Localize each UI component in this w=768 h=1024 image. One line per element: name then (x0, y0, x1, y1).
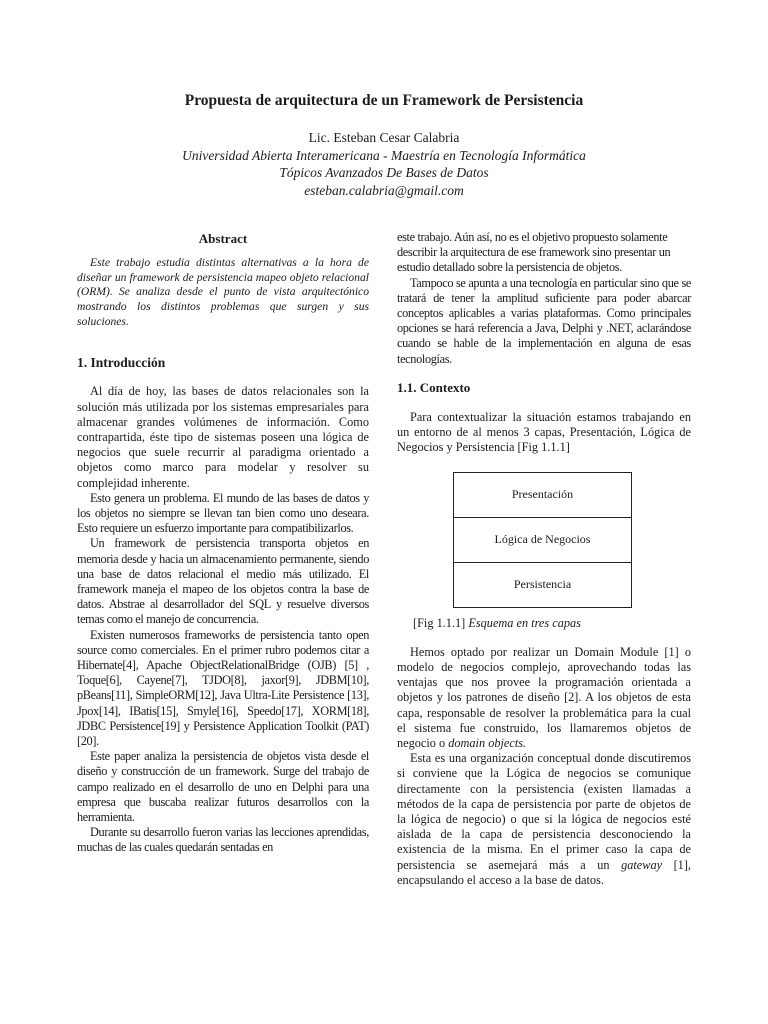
paragraph-text: [1], encapsulando el acceso a la base de datos. (397, 857, 691, 887)
author-block (0, 129, 768, 199)
author-name: Lic. Esteban Cesar Calabria (308, 130, 460, 145)
three-layer-diagram (453, 472, 632, 608)
intro-paragraph: Al día de hoy, las bases de datos relacionales son la solución más utilizada por los sistemas empresariales para almacenar grandes volúmenes de información. Como contrapartida, éste tipo de sistemas poseen una lógica de negocios que suele recurrir al paradigma orientado a objetos como marco para modelar y resolver su complejidad inherente. (77, 384, 369, 490)
domain-objects-term: domain objects. (448, 736, 527, 751)
caption-text: Esquema en tres capas (468, 615, 581, 630)
body-paragraph: este trabajo. Aún así, no es el objetivo propuesto solamente describir la arquitectura de ese framework sino presentar un estudio detallado sobre la persistencia de objetos. (397, 230, 671, 275)
layer-persistencia: Persistencia (454, 562, 631, 607)
paper-title: Propuesta de arquitectura de un Framework de Persistencia (184, 92, 584, 109)
left-column (77, 229, 369, 856)
intro-paragraph: Esto genera un problema. El mundo de las bases de datos y los objetos no siempre se llevan tan bien como uno deseara. Esto requiere un esfuerzo importante para compatibilizarlos. (77, 490, 369, 536)
abstract-text: Este trabajo estudia distintas alternativas a la hora de diseñar un framework de persistencia mapeo objeto relacional (ORM). Se analiza desde el punto de vista arquitectónico mostrando los distintos problemas que surgen y sus soluciones. (77, 256, 369, 328)
intro-paragraph: Existen numerosos frameworks de persistencia tanto open source como comerciales. En el primer rubro podemos citar a Hibernate[4], Apache ObjectRelationalBridge (OJB) [5] , Toque[6], Cayene[7], TJDO[8], jaxor[9], JDBM[10], pBeans[11], SimpleORM[12], Java Ultra-Lite Persistence [13], Jpox[14], IBatis[15], Smyle[16], Speedo[17], XORM[18], JDBC Persistence[19] y Persistence Application Toolkit (PAT) [20]. (77, 627, 369, 749)
body-paragraph (397, 751, 691, 888)
intro-paragraph: Este paper analiza la persistencia de objetos vista desde el diseño y construcción de un framework. Surge del trabajo de campo realizado en el desarrollo de uno en Delphi para una empresa que buscaba realizar futuros desarrollos con la herramienta. (77, 749, 369, 825)
course-name: Tópicos Avanzados De Bases de Datos (279, 165, 489, 180)
body-paragraph (397, 645, 691, 751)
paragraph-text: Hemos optado por realizar un Domain Module [1] o modelo de negocios complejo, aprovechando todas las ventajas que nos provee la programación orientada a objetos y los patrones de diseño [2]. A los objetos de esta capa, responsable de resolver la problemática para la cual el sistema fue construido, los llamaremos objetos de negocio o (397, 644, 691, 751)
author-email: esteban.calabria@gmail.com (304, 182, 464, 198)
layer-logica-negocios: Lógica de Negocios (454, 517, 631, 562)
body-paragraph: Para contextualizar la situación estamos trabajando en un entorno de al menos 3 capas, Presentación, Lógica de Negocios y Persistencia [Fig 1.1.1] (397, 410, 691, 455)
figure-caption (413, 616, 691, 631)
layer-presentacion: Presentación (511, 487, 574, 502)
caption-ref: [Fig 1.1.1] (413, 615, 466, 630)
gateway-term: gateway (621, 857, 663, 872)
section-heading-contexto: 1.1. Contexto (397, 379, 471, 395)
right-column (397, 230, 691, 888)
section-heading-introduccion: 1. Introducción (77, 355, 166, 371)
paragraph-text: Esta es una organización conceptual donde discutiremos si conviene que la Lógica de negocios se comunique directamente con la persistencia (existen llamadas a métodos de la capa de persistencia por parte de objetos de la lógica de negocio) o que si la lógica de negocios esté aislada de la capa de persistencia desconociendo la existencia de la misma. En el primer caso la capa de persistencia se asemejará más a un (397, 751, 691, 872)
body-paragraph: Tampoco se apunta a una tecnología en particular sino que se tratará de tener la amplitud suficiente para poder abarcar conceptos aplicables a varias plataformas. Como principales opciones se hará referencia a Java, Delphi y .NET, aclarándose cuando se hable de la implementación en alguna de esas tecnologías. (397, 275, 691, 366)
abstract-heading: Abstract (198, 231, 248, 246)
author-affiliation: Universidad Abierta Interamericana - Maestría en Tecnología Informática (182, 147, 586, 163)
intro-paragraph: Un framework de persistencia transporta objetos en memoria desde y hacia un almacenamiento permanente, siendo una base de datos relacional el medio más utilizado. El framework maneja el mapeo de los objetos contra la base de datos. Abstrae al desarrollador del SQL y resuelve diversos temas como el manejo de concurrencia. (77, 536, 369, 627)
intro-paragraph: Durante su desarrollo fueron varias las lecciones aprendidas, muchas de las cuales quedarán sentadas en (77, 825, 369, 855)
